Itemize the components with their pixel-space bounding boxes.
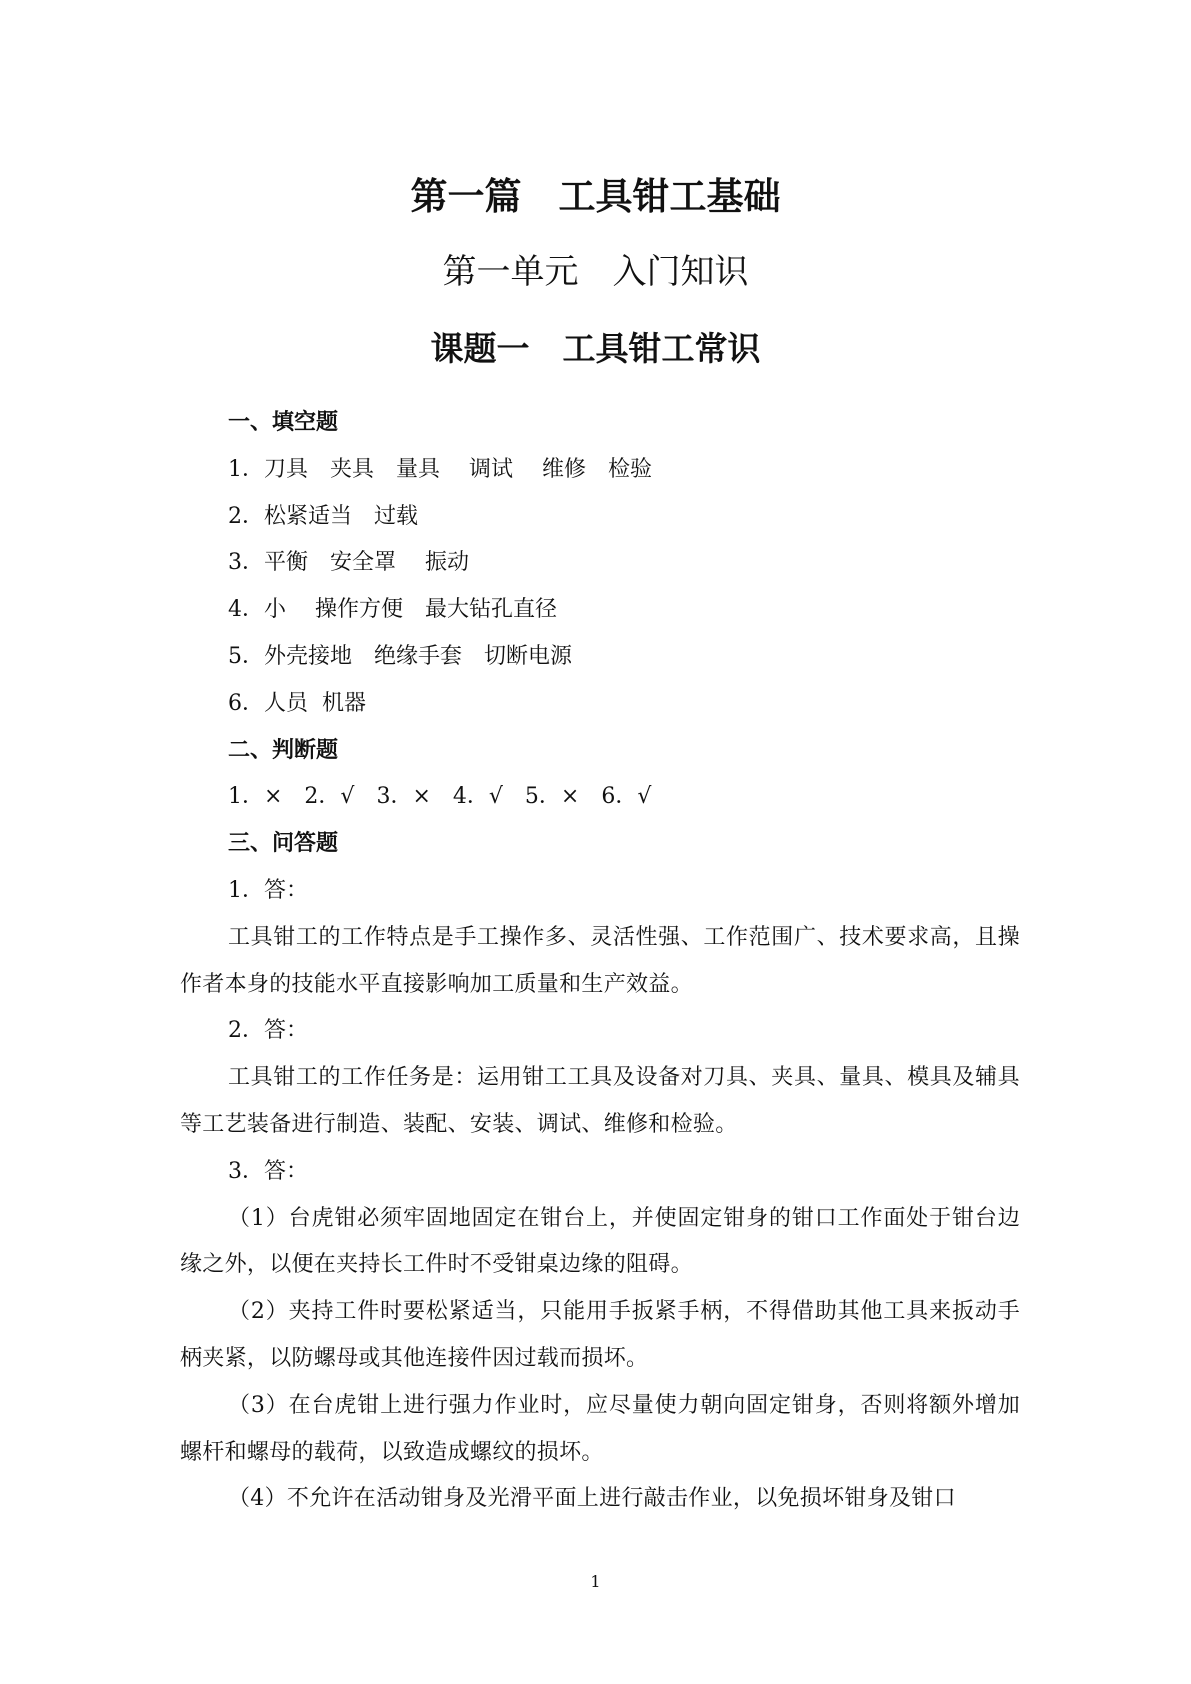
unit-title: 第一单元 入门知识 [442,252,749,292]
answer-body [180,400,1020,1523]
fill-in-heading: 一、填空题 [228,410,339,435]
qa-heading: 三、问答题 [228,831,339,857]
qa-answer-3-point-4: （4）不允许在活动钳身及光滑平面上进行敲击作业，以免损坏钳身及钳口 [228,1486,956,1512]
qa-label-3: 3．答： [228,1158,308,1184]
qa-answer-3-point-1: （1）台虎钳必须牢固地固定在钳台上，并使固定钳身的钳口工作面处于钳台边缘之外，以便在夹持长工件时不受钳桌边缘的阻碍。 [180,1205,1020,1278]
page-number: 1 [590,1572,601,1591]
true-false-answers: 1．× 2．√ 3．× 4．√ 5．× 6．√ [228,784,652,810]
topic-title: 课题一 工具钳工常识 [430,329,761,368]
fill-in-answer: 6．人员 机器 [228,690,366,716]
qa-label-2: 2．答： [228,1018,308,1044]
true-false-heading: 二、判断题 [228,737,339,763]
qa-label-1: 1．答： [228,877,308,903]
fill-in-answer: 5．外壳接地 绝缘手套 切断电源 [228,643,572,669]
fill-in-answer: 3．平衡 安全罩 振动 [228,550,469,576]
fill-in-answer: 1．刀具 夹具 量具 调试 维修 检验 [228,456,652,482]
qa-answer-3-point-3: （3）在台虎钳上进行强力作业时，应尽量使力朝向固定钳身，否则将额外增加螺杆和螺母的载荷，以致造成螺纹的损坏。 [180,1392,1020,1465]
qa-answer-3-point-2: （2）夹持工件时要松紧适当，只能用手扳紧手柄，不得借助其他工具来扳动手柄夹紧，以防螺母或其他连接件因过载而损坏。 [180,1299,1020,1371]
part-title: 第一篇 工具钳工基础 [410,175,781,218]
qa-answer-1: 工具钳工的工作特点是手工操作多、灵活性强、工作范围广、技术要求高，且操作者本身的技能水平直接影响加工质量和生产效益。 [180,924,1020,997]
fill-in-answer: 4．小 操作方便 最大钻孔直径 [228,597,557,623]
qa-answer-2: 工具钳工的工作任务是：运用钳工工具及设备对刀具、夹具、量具、模具及辅具等工艺装备进行制造、装配、安装、调试、维修和检验。 [180,1065,1020,1137]
fill-in-answer: 2．松紧适当 过载 [228,503,418,529]
